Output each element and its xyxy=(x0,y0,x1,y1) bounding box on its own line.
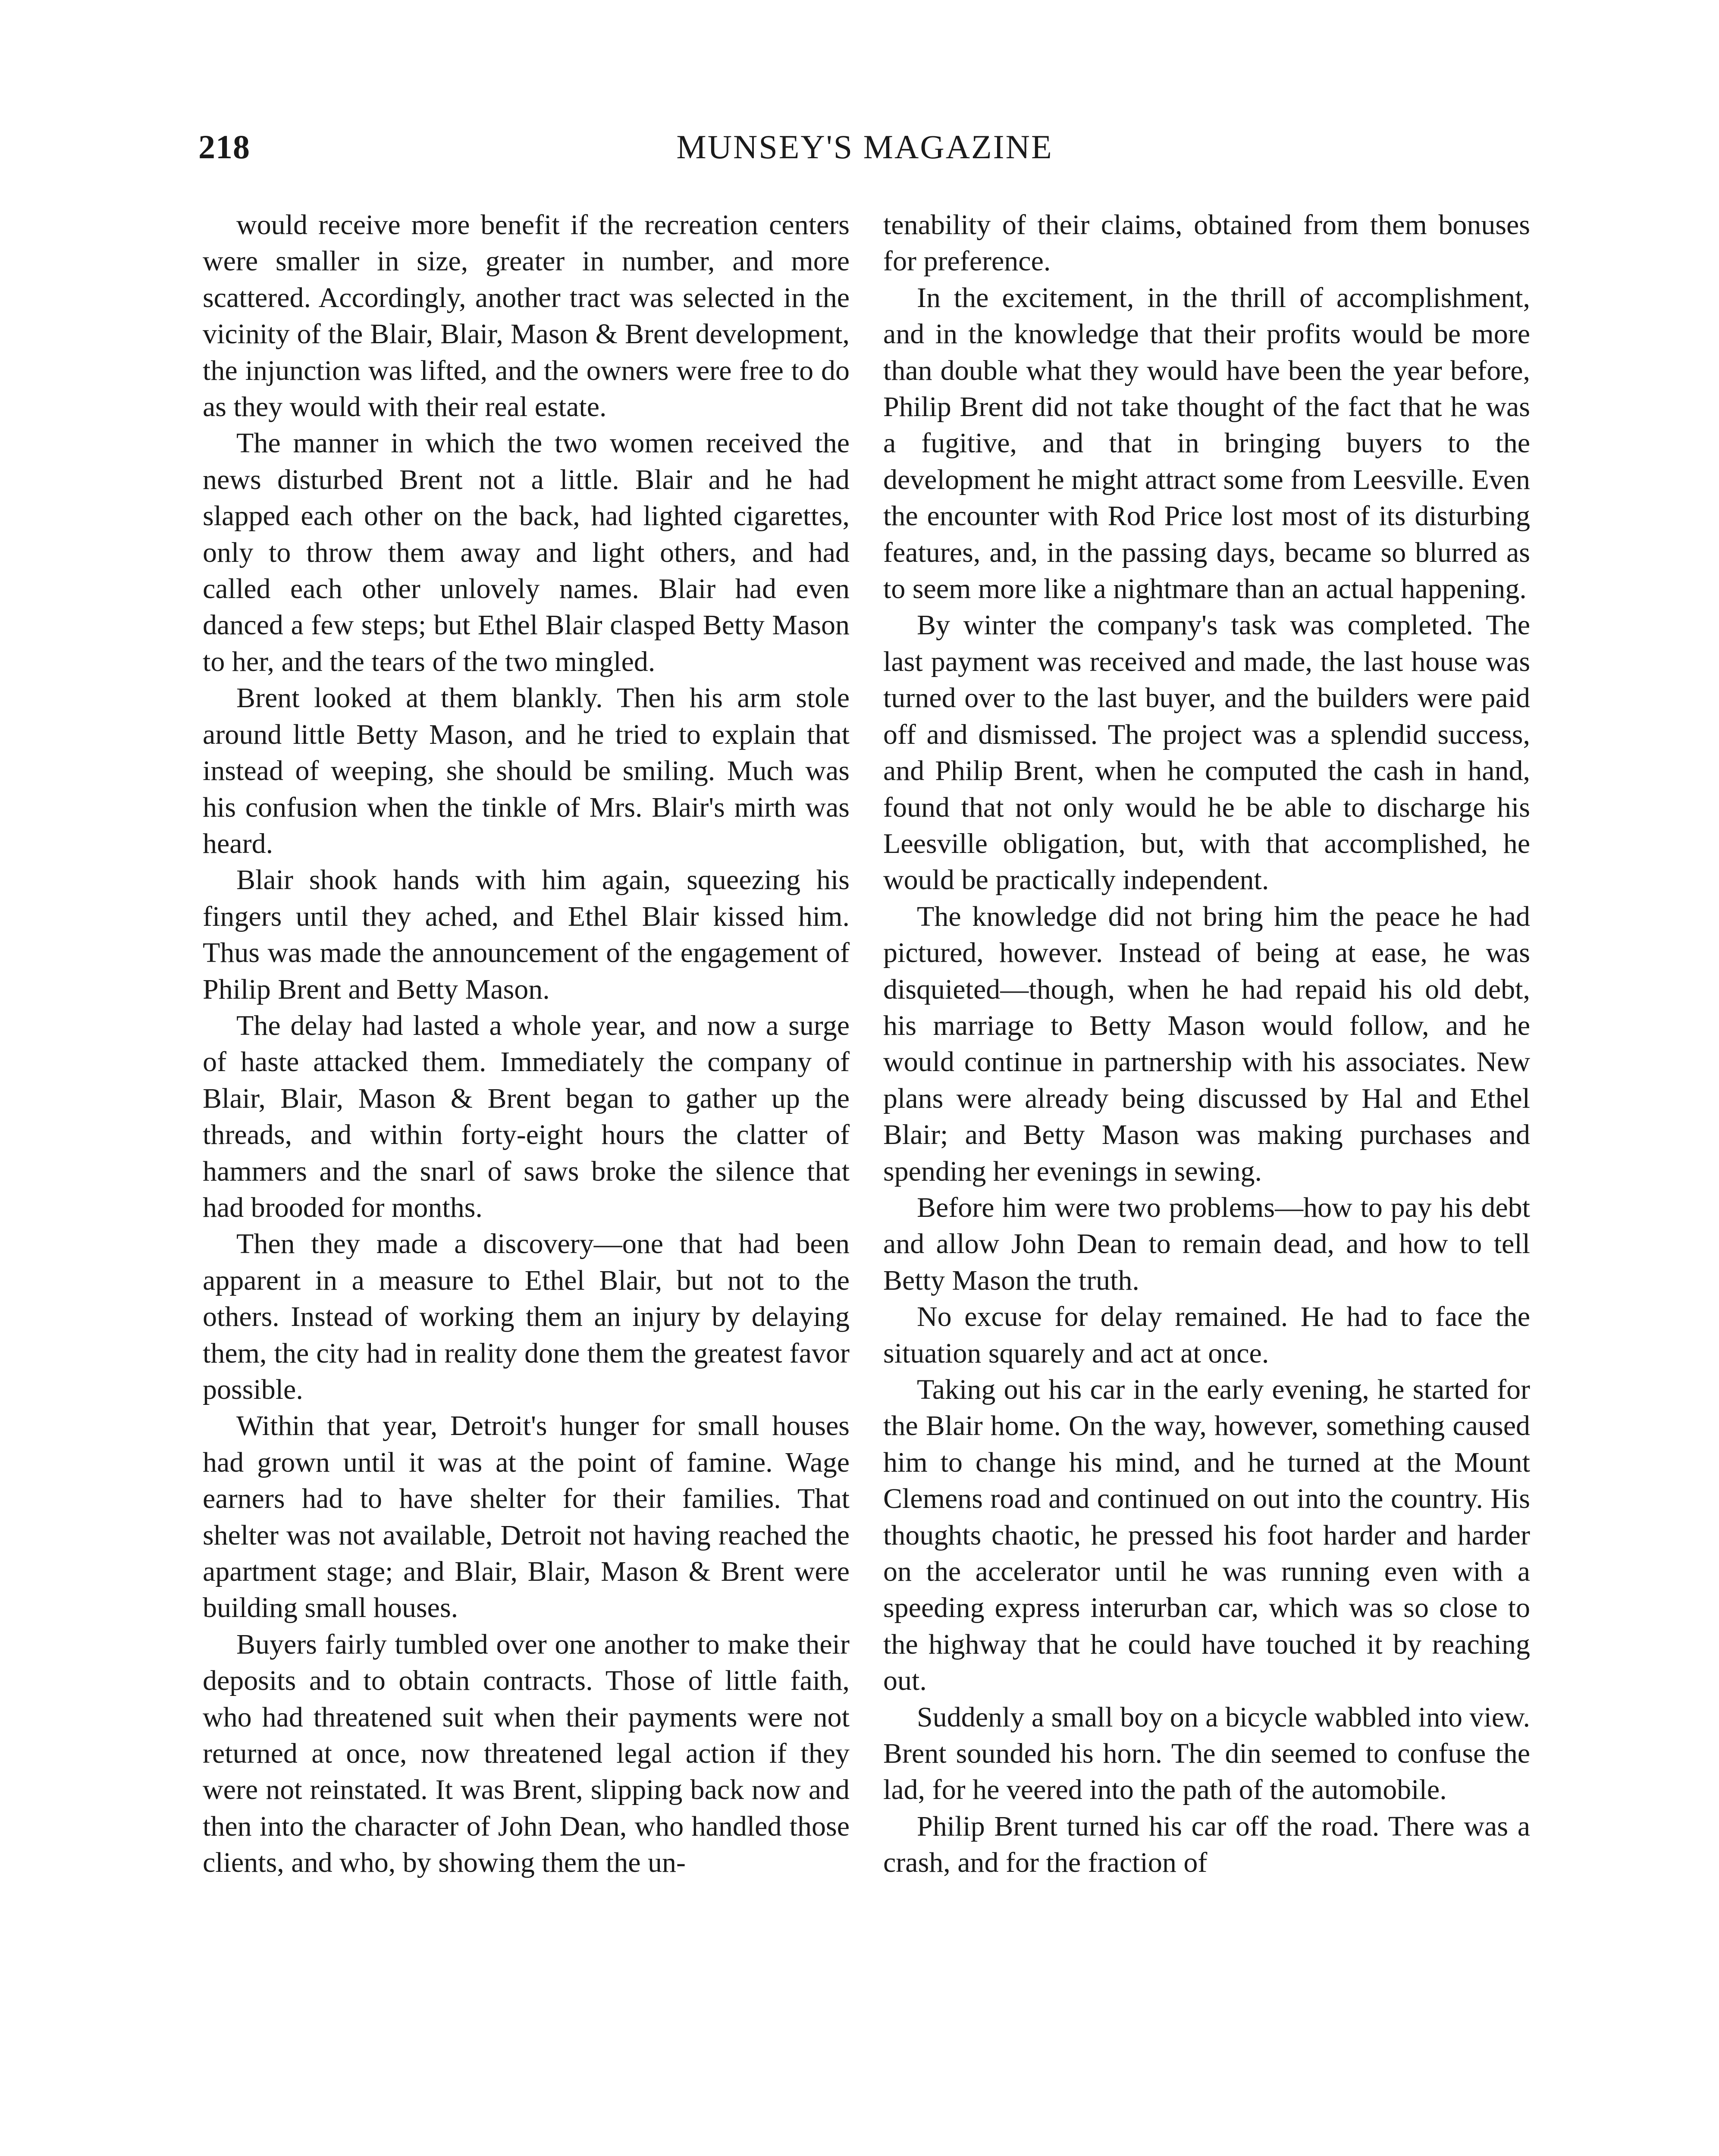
paragraph: Within that year, Detroit's hunger for small houses had grown until it was at the point of famine. Wage earners had to have shelter for their families. That shelter was not available, Detroit not having reached the apartment stage; and Blair, Blair, Mason & Brent were building small houses. xyxy=(203,1410,850,1624)
paragraph: The manner in which the two women received the news disturbed Brent not a little. Blair and he had slapped each other on the back, had lighted cigarettes, only to throw them away and light others, and had called each other unlovely names. Blair had even danced a few steps; but Ethel Blair clasped Betty Mason to her, and the tears of the two mingled. xyxy=(203,427,850,677)
paragraph: Before him were two problems—how to pay his debt and allow John Dean to remain dead, and how to tell Betty Mason the truth. xyxy=(883,1191,1530,1296)
paragraph: Brent looked at them blankly. Then his arm stole around little Betty Mason, and he tried to explain that instead of weeping, she should be smiling. Much was his confusion when the tinkle of Mrs. Blair's mirth was heard. xyxy=(203,682,850,859)
paragraph: would receive more benefit if the recreation centers were smaller in size, greater in number, and more scattered. Accordingly, another tract was selected in the vicinity of the Blair, Blair, Mason & Brent development, the injunction was lifted, and the owners were free to do as they would with their real estate. xyxy=(203,209,850,423)
left-column xyxy=(203,207,850,1881)
page-header xyxy=(198,128,1531,184)
paragraph: Suddenly a small boy on a bicycle wabbled into view. Brent sounded his horn. The din seemed to confuse the lad, for he veered into the path of the automobile. xyxy=(883,1701,1530,1806)
paragraph: The delay had lasted a whole year, and now a surge of haste attacked them. Immediately the company of Blair, Blair, Mason & Brent began to gather up the threads, and within forty-eight hours the clatter of hammers and the snarl of saws broke the silence that had brooded for months. xyxy=(203,1009,850,1223)
continued-paragraph: tenability of their claims, obtained from them bonuses for preference. xyxy=(883,209,1530,277)
paragraph: The knowledge did not bring him the peace he had pictured, however. Instead of being at ease, he was disquieted—though, when he had repaid his old debt, his marriage to Betty Mason would follow, and he would continue in partnership with his associates. New plans were already being discussed by Hal and Ethel Blair; and Betty Mason was making purchases and spending her evenings in sewing. xyxy=(883,900,1530,1187)
paragraph: In the excitement, in the thrill of accomplishment, and in the knowledge that their profits would be more than double what they would have been the year before, Philip Brent did not take thought of the fact that he was a fugitive, and that in bringing buyers to the development he might attract some from Leesville. Even the encounter with Rod Price lost most of its disturbing features, and, in the passing days, became so blurred as to seem more like a nightmare than an actual happening. xyxy=(883,282,1530,605)
paragraph: Taking out his car in the early evening, he started for the Blair home. On the way, however, something caused him to change his mind, and he turned at the Mount Clemens road and continued on out into the country. His thoughts chaotic, he pressed his foot harder and harder on the accelerator until he was running even with a speeding express interurban car, which was so close to the highway that he could have touched it by reaching out. xyxy=(883,1374,1530,1697)
paragraph: Philip Brent turned his car off the road. There was a crash, and for the fraction of xyxy=(883,1810,1530,1879)
paragraph: Then they made a discovery—one that had been apparent in a measure to Ethel Blair, but not to the others. Instead of working them an injury by delaying them, the city had in reality done them the greatest favor possible. xyxy=(203,1228,850,1405)
right-column xyxy=(883,207,1530,1881)
running-head: MUNSEY'S MAGAZINE xyxy=(676,128,1053,166)
paragraph: Buyers fairly tumbled over one another to make their deposits and to obtain contracts. Those of little faith, who had threatened suit when their payments were not returned at once, now threatened legal action if they were not reinstated. It was Brent, slipping back now and then into the character of John Dean, who handled those clients, and who, by showing them the un- xyxy=(203,1628,850,1879)
page-number: 218 xyxy=(198,128,250,166)
paragraph: By winter the company's task was completed. The last payment was received and made, the last house was turned over to the last buyer, and the builders were paid off and dismissed. The project was a splendid success, and Philip Brent, when he computed the cash in hand, found that not only would he be able to discharge his Leesville obligation, but, with that accomplished, he would be practically independent. xyxy=(883,609,1530,896)
paragraph: Blair shook hands with him again, squeezing his fingers until they ached, and Ethel Blair kissed him. Thus was made the announcement of the engagement of Philip Brent and Betty Mason. xyxy=(203,864,850,1005)
paragraph: No excuse for delay remained. He had to face the situation squarely and act at once. xyxy=(883,1301,1530,1369)
